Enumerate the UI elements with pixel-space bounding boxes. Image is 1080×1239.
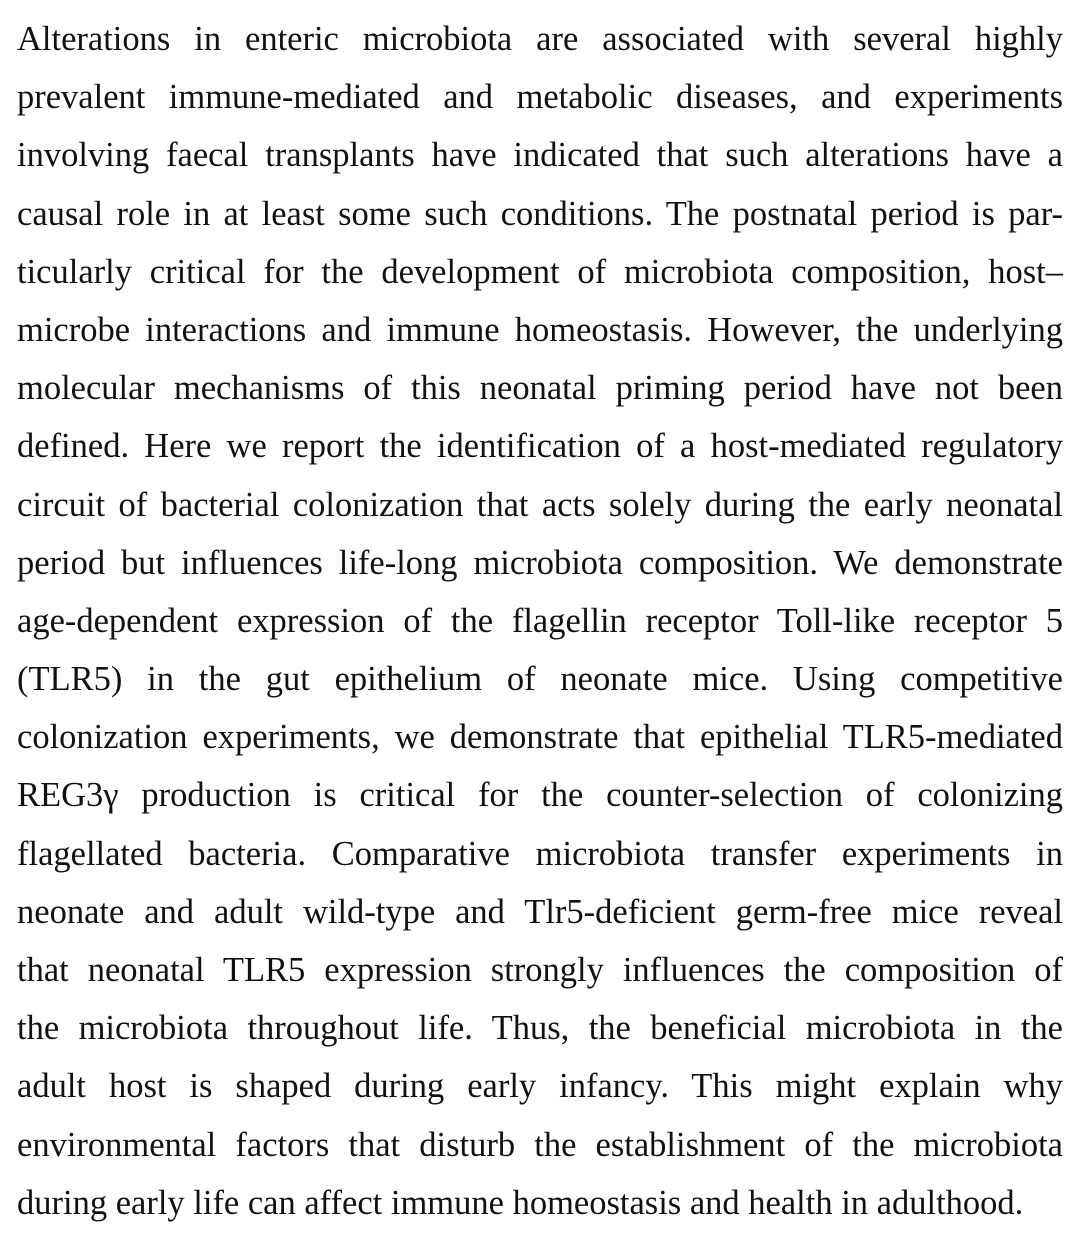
text-line: molecular mechanisms of this neonatal priming period have not been [17,369,1063,408]
text-line: flagellated bacteria. Comparative microbiota transfer experiments in [17,834,1063,873]
text-line: REG3γ production is critical for the counter-selection of colonizing [17,776,1063,815]
text-line: involving faecal transplants have indicated that such alterations have a [17,136,1063,175]
text-line: during early life can affect immune homeostasis and health in adulthood. [17,1183,1024,1222]
text-line: adult host is shaped during early infancy. This might explain why [17,1067,1063,1106]
text-line: period but influences life-long microbiota composition. We demonstrate [17,543,1063,582]
text-line: microbe interactions and immune homeostasis. However, the underlying [17,310,1063,349]
text-line: defined. Here we report the identification of a host-mediated regulatory [17,427,1063,466]
text-line: Alterations in enteric microbiota are associated with several highly [17,20,1063,58]
text-line: neonate and adult wild-type and Tlr5-deficient germ-free mice reveal [17,892,1063,931]
text-line: (TLR5) in the gut epithelium of neonate mice. Using competitive [17,660,1063,699]
text-line: prevalent immune-mediated and metabolic diseases, and experiments [17,78,1063,117]
text-line: causal role in at least some such conditions. The postnatal period is par- [17,194,1063,233]
text-line: the microbiota throughout life. Thus, the beneficial microbiota in the [17,1009,1063,1048]
text-line: ticularly critical for the development of microbiota composition, host– [17,252,1063,291]
abstract-paragraph [17,10,1063,1230]
text-line: that neonatal TLR5 expression strongly influences the composition of [17,951,1063,989]
text-line: age-dependent expression of the flagellin receptor Toll-like receptor 5 [17,601,1063,640]
text-line: environmental factors that disturb the establishment of the microbiota [17,1125,1063,1164]
text-line: circuit of bacterial colonization that acts solely during the early neonatal [17,485,1063,524]
text-line: colonization experiments, we demonstrate that epithelial TLR5-mediated [17,718,1063,757]
